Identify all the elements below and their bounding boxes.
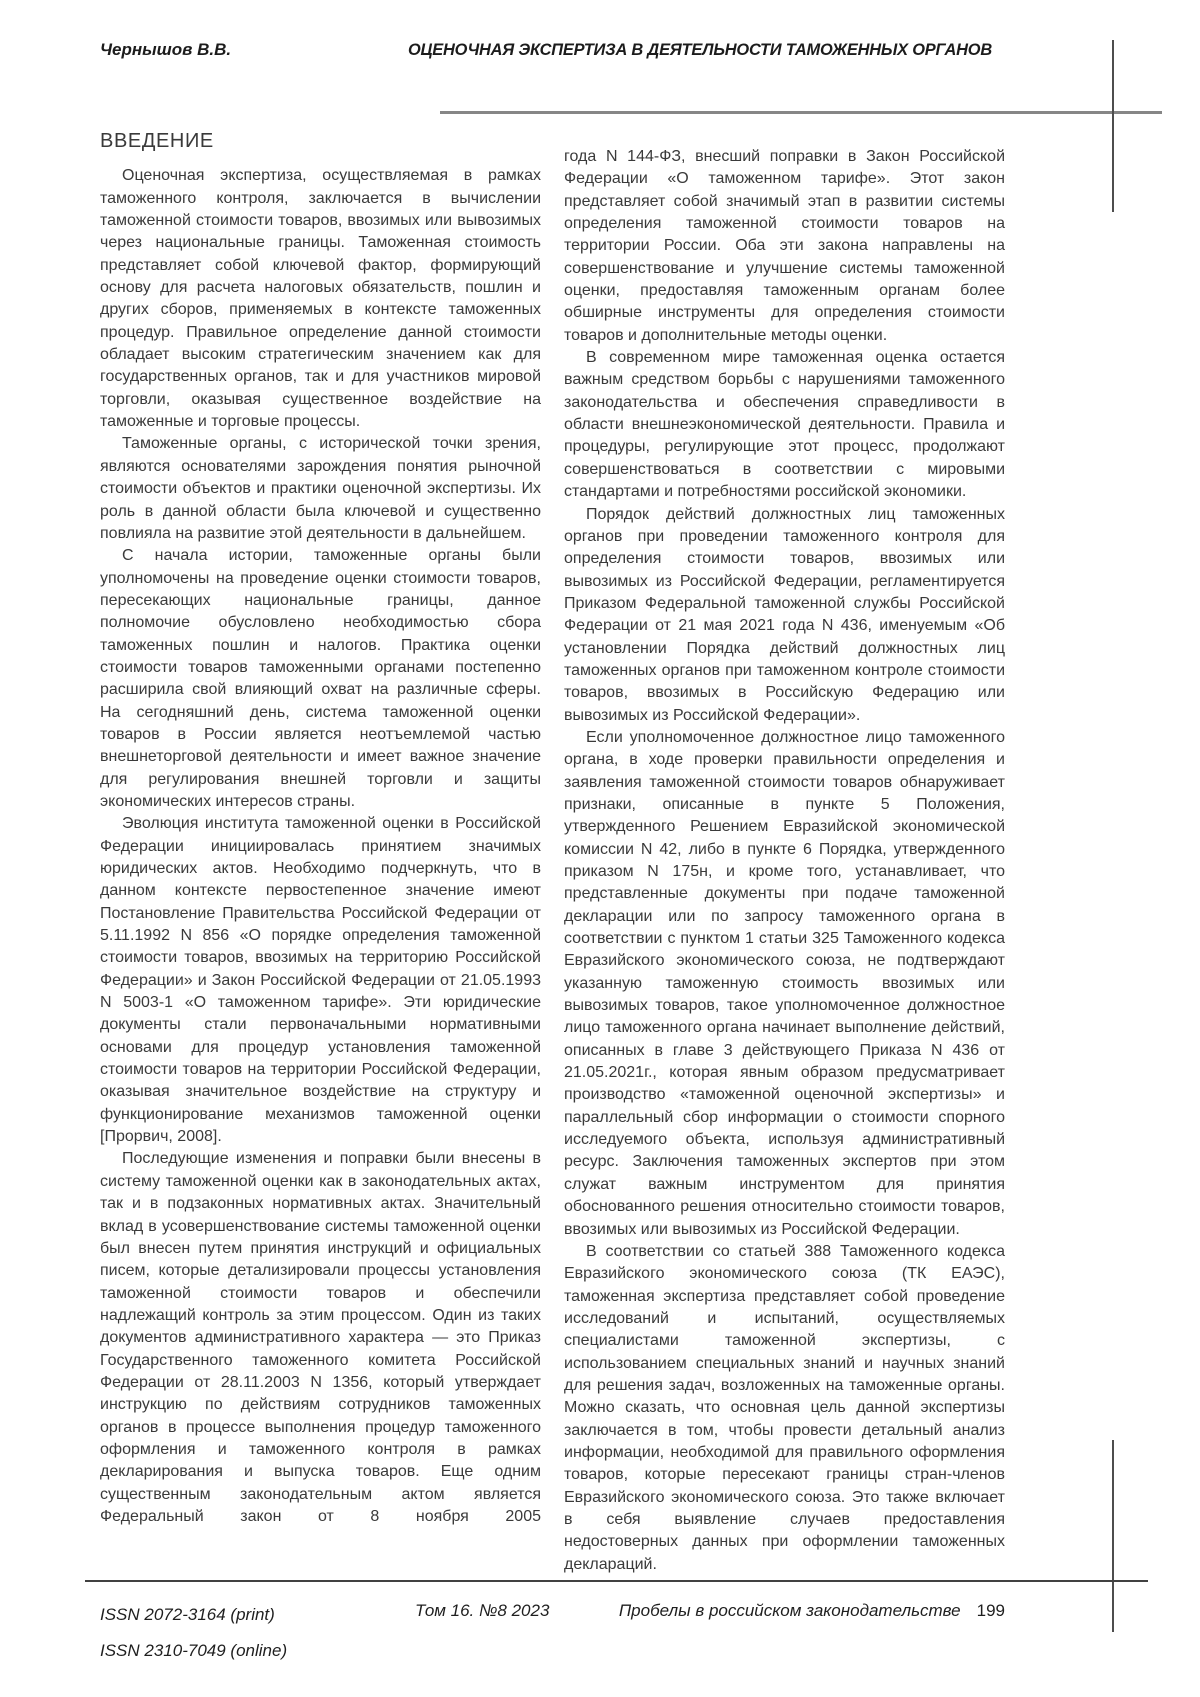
- footer-journal-block: [565, 1601, 1005, 1621]
- footer-page-number: 199: [976, 1601, 1005, 1620]
- running-head-author: Чернышов В.В.: [100, 40, 232, 59]
- paragraph: года N 144-ФЗ, внесший поправки в Закон Российской Федерации «О таможенном тарифе». Этот закон представляет собой значимый этап в развитии системы определения таможенной стоимости товаров на территории России. Оба эти закона направлены на совершенствование и улучшение системы таможенной оценки, предоставляя таможенным органам более обширные инструменты для определения стоимости товаров и дополнительные методы оценки.: [564, 148, 1005, 344]
- footer-journal-title: Пробелы в российском законодательстве: [618, 1601, 961, 1620]
- paragraph: Эволюция института таможенной оценки в Российской Федерации инициировалась принятием значимых юридических актов. Необходимо подчеркнуть, что в данном контексте первостепенное значение имеют Постановление Правительства Российской Федерации от 5.11.1992 N 856 «О порядке определения таможенной стоимости товаров, ввозимых на территорию Российской Федерации» и Закон Российской Федерации от 21.05.1993 N 5003-1 «О таможенном тарифе». Эти юридические документы стали первоначальными нормативными основами для процедур установления таможенной стоимости товаров на территории Российской Федерации, оказывая значительное воздействие на структуру и функционирование механизмов таможенной оценки [Прорвич, 2008].: [100, 815, 541, 1146]
- running-head-title: ОЦЕНОЧНАЯ ЭКСПЕРТИЗА В ДЕЯТЕЛЬНОСТИ ТАМОЖЕННЫХ ОРГАНОВ: [408, 41, 992, 59]
- crop-mark-top-right: [1112, 40, 1114, 212]
- section-heading: ВВЕДЕНИЕ: [100, 130, 214, 152]
- paragraph: В соответствии со статьей 388 Таможенного кодекса Евразийского экономического союза (ТК ЕАЭС), таможенная экспертиза представляет собой проведение исследований и испытаний, осуществляемых специалистами таможенной экспертизы, с использованием специальных знаний и научных знаний для решения задач, возложенных на таможенные органы. Можно сказать, что основная цель данной экспертизы заключается в том, чтобы провести детальный анализ информации, необходимой для правильного оформления товаров, которые пересекают границы стран-членов Евразийского экономического союза. Это также включает в себя выявление случаев предоставления недостоверных данных при оформлении таможенных деклараций.: [564, 1242, 1005, 1573]
- paragraph: Порядок действий должностных лиц таможенных органов при проведении таможенного контроля для определения стоимости товаров, ввозимых или вывозимых из Российской Федерации, регламентируется Приказом Федеральной таможенной службы Российской Федерации от 21 мая 2021 года N 436, именуемым «Об установлении Порядка действий должностных лиц таможенных органов при таможенном контроле стоимости товаров, ввозимых в Российскую Федерацию или вывозимых из Российской Федерации».: [564, 505, 1005, 724]
- paragraph: Если уполномоченное должностное лицо таможенного органа, в ходе проверки правильности определения и заявления таможенной стоимости товаров обнаруживает признаки, описанные в пункте 5 Положения, утвержденного Решением Евразийской экономической комиссии N 42, либо в пункте 6 Порядка, утвержденного приказом N 175н, и кроме того, устанавливает, что представленные документы при подаче таможенной декларации или по запросу таможенного органа в соответствии с пунктом 1 статьи 325 Таможенного кодекса Евразийского экономического союза, не подтверждают указанную таможенную стоимость ввозимых или вывозимых товаров, такое уполномоченное должностное лицо таможенного органа начинает выполнение действий, описанных в главе 3 действующего Приказа N 436 от 21.05.2021г., которая явным образом предусматривает производство «таможенной оценочной экспертизы» и параллельный сбор информации о стоимости спорного исследуемого объекта, используя административный ресурс. Заключения таможенных экспертов при этом служат важным инструментом для принятия обоснованного решения относительно стоимости товаров, ввозимых или вывозимых из Российской Федерации.: [564, 728, 1005, 1238]
- paragraph: Оценочная экспертиза, осуществляемая в рамках таможенного контроля, заключается в вычислении таможенной стоимости товаров, ввозимых или вывозимых через национальные границы. Таможенная стоимость представляет собой ключевой фактор, формирующий основу для расчета налоговых обязательств, пошлин и других сборов, применяемых в контексте таможенных процедур. Правильное определение данной стоимости обладает высоким стратегическим значением как для государственных органов, так и для участников мировой торговли, оказывая существенное воздействие на таможенные и торговые процессы.: [100, 167, 541, 431]
- footer-volume-issue: Том 16. №8 2023: [415, 1601, 550, 1620]
- issn-online: ISSN 2310-7049 (online): [100, 1641, 288, 1660]
- paragraph: Последующие изменения и поправки были внесены в систему таможенной оценки как в законодательных актах, так и в подзаконных нормативных актах. Значительный вклад в усовершенствование системы таможенной оценки был внесен путем принятия инструкций и официальных писем, которые детализировали процессы установления таможенной стоимости товаров и обеспечили надлежащий контроль за этим процессом. Один из таких документов административного характера — это Приказ Государственного таможенного комитета Российской Федерации от 28.11.2003 N 1356, который утверждает инструкцию по действиям сотрудников таможенных органов в процессе выполнения процедур таможенного оформления и таможенного контроля в рамках декларирования и выпуска товаров. Еще одним существенным законодательным актом является Федеральный закон от 8 ноября 2005: [100, 1150, 541, 1525]
- header-rule: [440, 111, 1162, 114]
- footer-issn-block: [100, 1597, 287, 1669]
- crop-mark-bottom-right: [1112, 1440, 1114, 1632]
- text-column-left: [100, 130, 541, 1528]
- paragraph: Таможенные органы, с исторической точки зрения, являются основателями зарождения понятия рыночной стоимости объектов и практики оценочной экспертизы. Их роль в данной области была ключевой и существенно повлияла на развитие этой деятельности в дальнейшем.: [100, 435, 541, 542]
- footer-rule: [85, 1580, 1148, 1582]
- paragraph: С начала истории, таможенные органы были уполномочены на проведение оценки стоимости товаров, пересекающих национальные границы, данное полномочие обусловлено необходимостью сбора таможенных пошлин и налогов. Практика оценки стоимости товаров таможенными органами постепенно расширила свой влияющий охват на различные сферы. На сегодняшний день, система таможенной оценки товаров в России является неотъемлемой частью внешнеторговой деятельности и имеет важное значение для регулирования внешней торговли и защиты экономических интересов страны.: [100, 547, 541, 810]
- paragraph: В современном мире таможенная оценка остается важным средством борьбы с нарушениями таможенного законодательства и обеспечения справедливости в области внешнеэкономической деятельности. Правила и процедуры, регулирующие этот процесс, продолжают совершенствоваться в соответствии с мировыми стандартами и потребностями российской экономики.: [564, 349, 1005, 501]
- issn-print: ISSN 2072-3164 (print): [100, 1605, 275, 1624]
- text-column-right: [564, 146, 1005, 1576]
